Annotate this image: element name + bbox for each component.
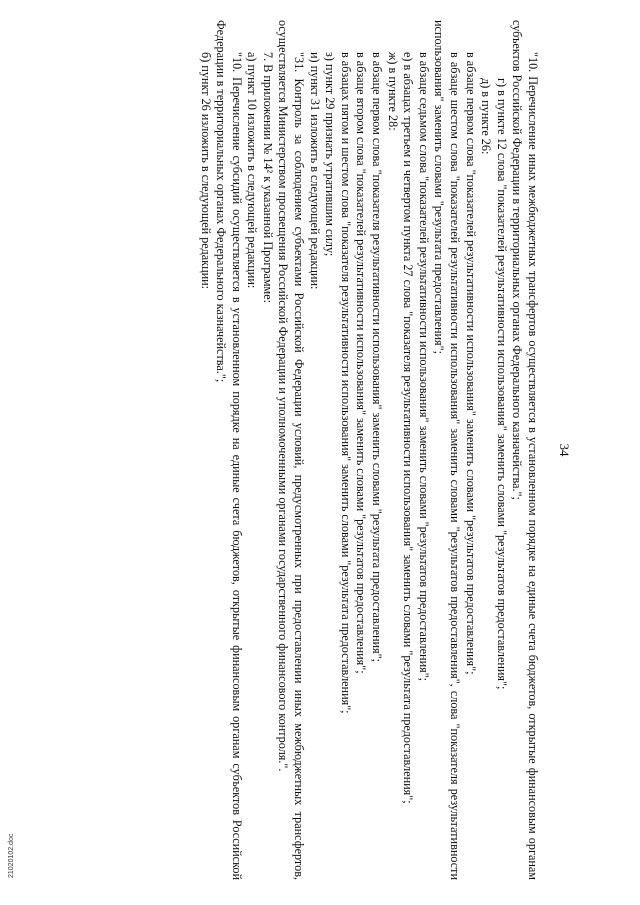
paragraph: "31. Контроль за соблюдением субъектами Российской Федерации условий, предусмотренных при предоставлении иных межбюджетных трансфертов, осуществляется Министерством просвещения Российской Федерации и уполномоченными органами государственного финансового контроля.". <box>276 20 307 880</box>
paragraph: ж) в пункте 28: <box>385 52 400 131</box>
paragraph: и) пункт 31 изложить в следующей редакции: <box>307 52 322 290</box>
paragraph: е) в абзацах третьем и четвертом пункта 27 слова "показателя результативности использования" заменить словами "результата предоставления"; <box>401 52 416 804</box>
document-body <box>197 20 540 880</box>
paragraph: 7. В приложении № 14² к указанной Программе: <box>260 52 275 304</box>
paragraph: д) в пункте 26: <box>479 78 494 155</box>
page-number: 34 <box>557 443 572 457</box>
paragraph: б) пункт 26 изложить в следующей редакции: <box>198 52 213 290</box>
paragraph: в абзацах пятом и шестом слова "показателя результативности использования" заменить словами "результата предоставления"; <box>338 52 353 714</box>
paragraph: в абзаце первом слова "показателя результативности использования" заменить словами "результата предоставления"; <box>370 52 385 663</box>
paragraph: в абзаце шестом слова "показателей результативности использования" заменить словами "результатов предоставления", слова "показателя результативности использования" заменить словами "результата предоставления"; <box>432 20 463 880</box>
paragraph: в абзаце первом слова "показателей результативности использования" заменить словами "результатов предоставления"; <box>463 52 478 675</box>
paragraph: "10. Перечисление субсидий осуществляется в установленном порядке на единые счета бюджетов, открытые финансовым органам субъектов Российской Федерации в территориальных органах Федерального казначейства."; <box>214 20 244 880</box>
rotated-text-block <box>60 20 580 880</box>
file-name-footer: 21020102.doc <box>8 833 15 878</box>
paragraph: в абзаце седьмом слова "показателей результативности использования" заменить словами "результатов предоставления"; <box>416 52 431 682</box>
paragraph: а) пункт 10 изложить в следующей редакции: <box>245 52 260 289</box>
paragraph: з) пункт 29 признать утратившим силу; <box>323 52 338 257</box>
paragraph: г) в пункте 12 слова "показателей результативности использования" заменить словами "результатов предоставления"; <box>494 78 509 690</box>
paragraph: "10. Перечисление иных межбюджетных трансфертов осуществляется в установленном порядке на единые счета бюджетов, открытые финансовым органам субъектов Российской Федерации в территориальных органах Федерального казначейства."; <box>510 20 540 880</box>
paragraph: в абзаце втором слова "показателей результативности использования" заменить словами "результатов предоставления"; <box>354 52 369 674</box>
